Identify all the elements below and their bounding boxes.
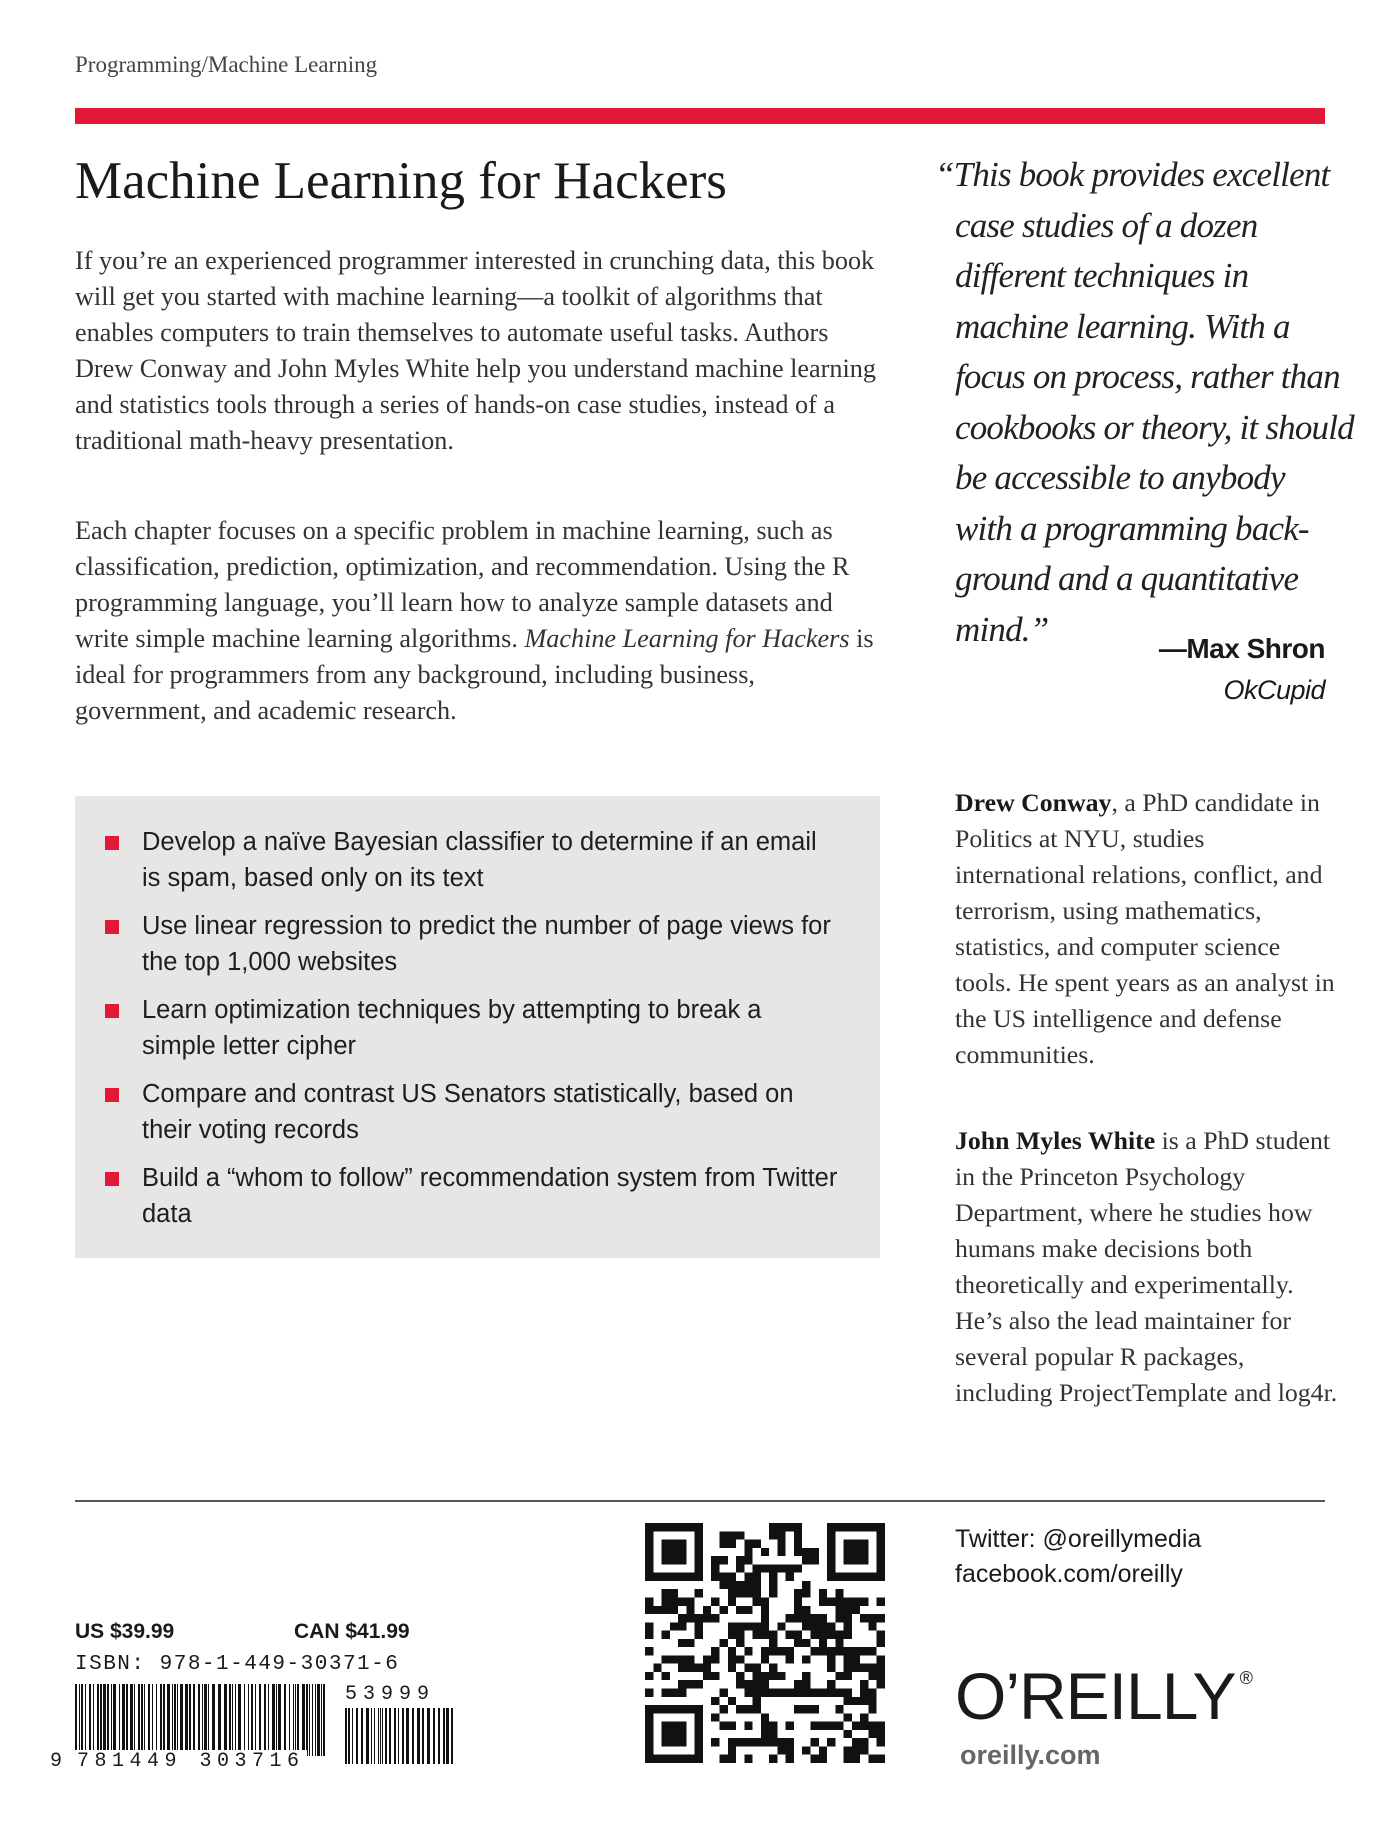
author-bio-white xyxy=(955,1123,1340,1411)
quote-line: “This book provides excellent xyxy=(935,155,1330,194)
quote-line: with a programming back- xyxy=(955,508,1309,548)
author-name: John Myles White xyxy=(955,1126,1156,1155)
qr-code-icon xyxy=(645,1523,885,1763)
red-square-bullet-icon xyxy=(105,920,119,934)
feature-text: Compare and contrast US Senators statistically, based on their voting records xyxy=(142,1080,794,1144)
bottom-divider xyxy=(75,1500,1325,1502)
features-list xyxy=(75,796,880,1232)
quote-line: machine learning. With a xyxy=(955,306,1290,346)
quote-line: different techniques in xyxy=(955,256,1249,295)
price-us: US $39.99 xyxy=(75,1620,175,1643)
price-can: CAN $41.99 xyxy=(294,1620,410,1643)
red-square-bullet-icon xyxy=(105,1004,119,1018)
book-title: Machine Learning for Hackers xyxy=(75,152,727,210)
quote-author: —Max Shron xyxy=(1158,633,1325,664)
features-panel xyxy=(75,796,880,1258)
feature-text: Build a “whom to follow” recommendation system from Twitter data xyxy=(142,1164,838,1228)
twitter-handle: Twitter: @oreillymedia xyxy=(955,1525,1202,1553)
quote-line: ground and a quantitative xyxy=(955,559,1299,598)
quote-line: cookbooks or theory, it should xyxy=(955,407,1354,447)
registered-mark: ® xyxy=(1239,1668,1252,1688)
feature-text: Develop a naïve Bayesian classifier to determine if an email is spam, based only on its text xyxy=(142,828,817,892)
author-name: Drew Conway xyxy=(955,788,1112,817)
red-square-bullet-icon xyxy=(105,1088,119,1102)
red-header-bar xyxy=(75,108,1325,124)
description-paragraph-1: If you’re an experienced programmer interested in crunching data, this book will get you started with machine learning—a toolkit of algorithms that enables computers to train themselves to automate useful tasks. Authors Drew Conway and John Myles White help you understand machine learning and statistics tools through a series of hands-on case studies, instead of a traditional math-heavy presentation. xyxy=(75,246,876,455)
feature-text: Learn optimization techniques by attempting to break a simple letter cipher xyxy=(142,996,762,1060)
description-paragraph-2 xyxy=(75,513,885,729)
author-bio-conway xyxy=(955,785,1340,1073)
publisher-url: oreilly.com xyxy=(960,1740,1101,1770)
barcode-lead-digit: 9 xyxy=(50,1750,63,1773)
feature-item xyxy=(75,908,880,980)
paragraph-2-book-title: Machine Learning for Hackers xyxy=(524,624,850,653)
quote-line: be accessible to anybody xyxy=(955,458,1285,497)
quote-line: mind.” xyxy=(955,609,1049,649)
oreilly-logo xyxy=(955,1659,1252,1733)
feature-item xyxy=(75,1160,880,1232)
barcode-addon-digits: 53999 xyxy=(345,1683,436,1706)
facebook-link: facebook.com/oreilly xyxy=(955,1560,1183,1588)
red-square-bullet-icon xyxy=(105,836,119,850)
author-bio-text: , a PhD candidate in Politics at NYU, studies international relations, conflict, and terrorism, using mathematics, statistics, and computer science tools. He spent years as an analyst in the US intelligence and defense communities. xyxy=(955,788,1335,1069)
paragraph-2-text-b: is ideal for programmers from any background, including business, government, and academic research. xyxy=(75,624,874,725)
author-bio-text: is a PhD student in the Princeton Psychology Department, where he studies how humans make decisions both theoretically and experimentally. He’s also the lead maintainer for several popular R packages, including ProjectTemplate and log4r. xyxy=(955,1126,1338,1407)
feature-item xyxy=(75,824,880,896)
feature-text: Use linear regression to predict the number of page views for the top 1,000 websites xyxy=(142,912,831,976)
paragraph-2-text-a: Each chapter focuses on a specific problem in machine learning, such as classification, prediction, optimization, and recommendation. Using the R programming language, you’ll learn how to analyze sample datasets and write simple machine learning algorithms. xyxy=(75,516,850,653)
feature-item xyxy=(75,1076,880,1148)
quote-line: case studies of a dozen xyxy=(955,205,1258,245)
logo-text: O’REILLY xyxy=(955,1659,1236,1733)
quote-organization: OkCupid xyxy=(1223,675,1325,705)
testimonial-quote xyxy=(935,150,1354,655)
barcode-digits: 781449 303716 xyxy=(77,1750,305,1773)
category-label: Programming/Machine Learning xyxy=(75,52,378,77)
isbn-number: ISBN: 978-1-449-30371-6 xyxy=(75,1653,400,1676)
feature-item xyxy=(75,992,880,1064)
quote-line: focus on process, rather than xyxy=(955,357,1340,396)
red-square-bullet-icon xyxy=(105,1172,119,1186)
